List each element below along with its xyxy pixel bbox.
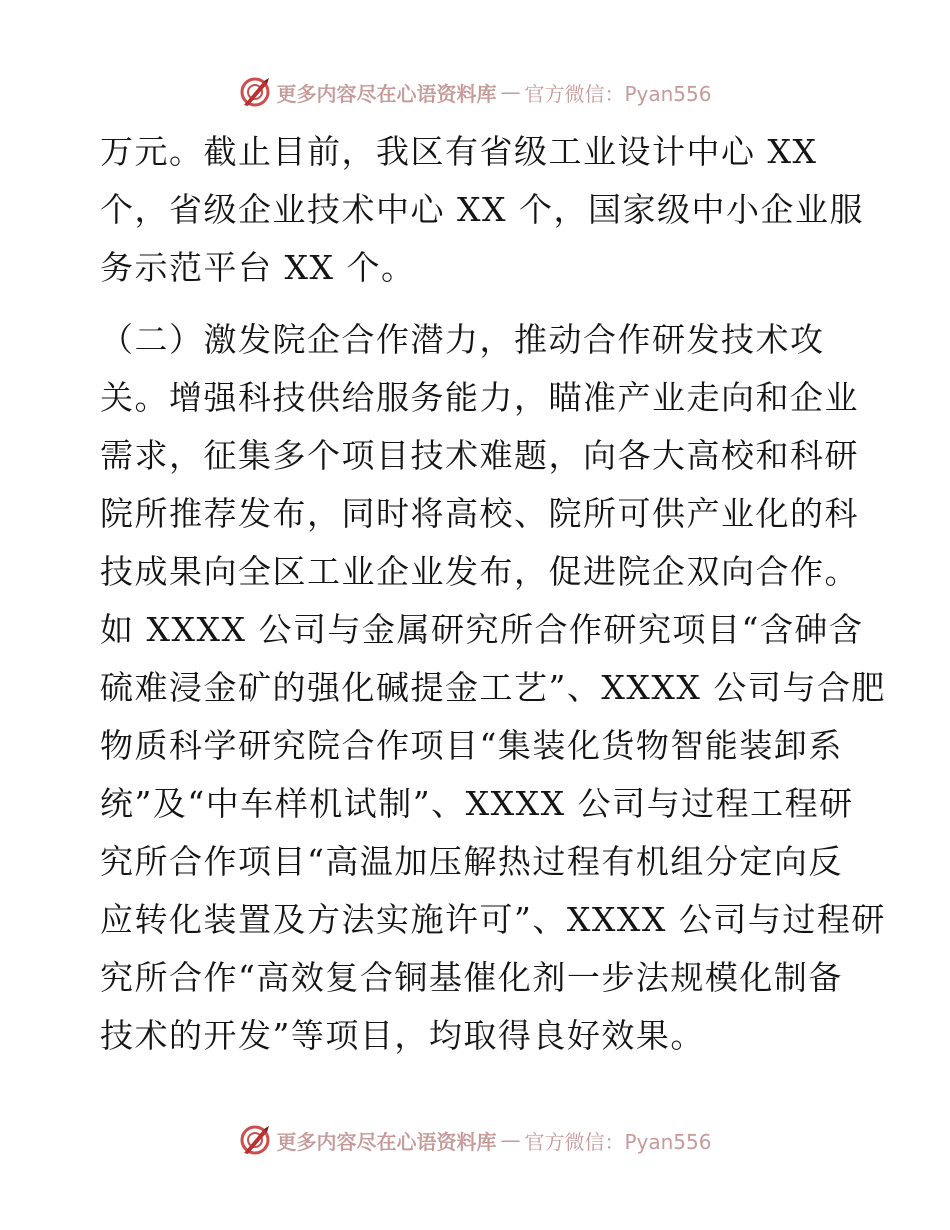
text-line: 技术的开发”等项目，均取得良好效果。 (100, 1016, 705, 1055)
text-line: 统”及“中车样机试制”、XXXX 公司与过程工程研 (100, 784, 854, 823)
section-heading-line: （二）激发院企合作潜力，推动合作研发技术攻 (100, 320, 825, 359)
footer-contact-text: 官方微信：Pyan556 (524, 1129, 712, 1154)
footer-watermark-banner (0, 1120, 950, 1160)
text-line: 硫难浸金矿的强化碱提金工艺”、XXXX 公司与合肥 (100, 668, 886, 707)
footer-brand-text: 更多内容尽在心语资料库 (276, 1129, 497, 1154)
text-line: 个，省级企业技术中心 XX 个，国家级中小企业服 (100, 190, 864, 229)
header-separator: — (500, 80, 521, 104)
paragraph-section-two (100, 311, 886, 1065)
text-line: 应转化装置及方法实施许可”、XXXX 公司与过程研 (100, 900, 886, 939)
paragraph-gap (100, 297, 860, 311)
footer-separator: — (500, 1128, 521, 1152)
quill-logo-icon (238, 75, 272, 109)
header-brand-text: 更多内容尽在心语资料库 (276, 81, 497, 106)
header-watermark-banner (0, 72, 950, 112)
text-line: 需求，征集多个项目技术难题，向各大高校和科研 (100, 436, 859, 475)
text-line: 院所推荐发布，同时将高校、院所可供产业化的科 (100, 494, 859, 533)
text-line: 究所合作项目“高温加压解热过程有机组分定向反 (100, 842, 843, 881)
document-body (100, 123, 886, 1065)
header-contact-text: 官方微信：Pyan556 (524, 81, 712, 106)
paragraph-continued (100, 123, 864, 297)
text-line: 物质科学研究院合作项目“集装化货物智能装卸系 (100, 726, 843, 765)
text-line: 关。增强科技供给服务能力，瞄准产业走向和企业 (100, 378, 859, 417)
text-line: 万元。截止目前，我区有省级工业设计中心 XX (100, 132, 818, 171)
text-line: 究所合作“高效复合铜基催化剂一步法规模化制备 (100, 958, 843, 997)
quill-logo-icon (238, 1123, 272, 1157)
text-line: 如 XXXX 公司与金属研究所合作研究项目“含砷含 (100, 610, 864, 649)
text-line: 技成果向全区工业企业发布，促进院企双向合作。 (100, 552, 859, 591)
text-line: 务示范平台 XX 个。 (100, 248, 416, 287)
